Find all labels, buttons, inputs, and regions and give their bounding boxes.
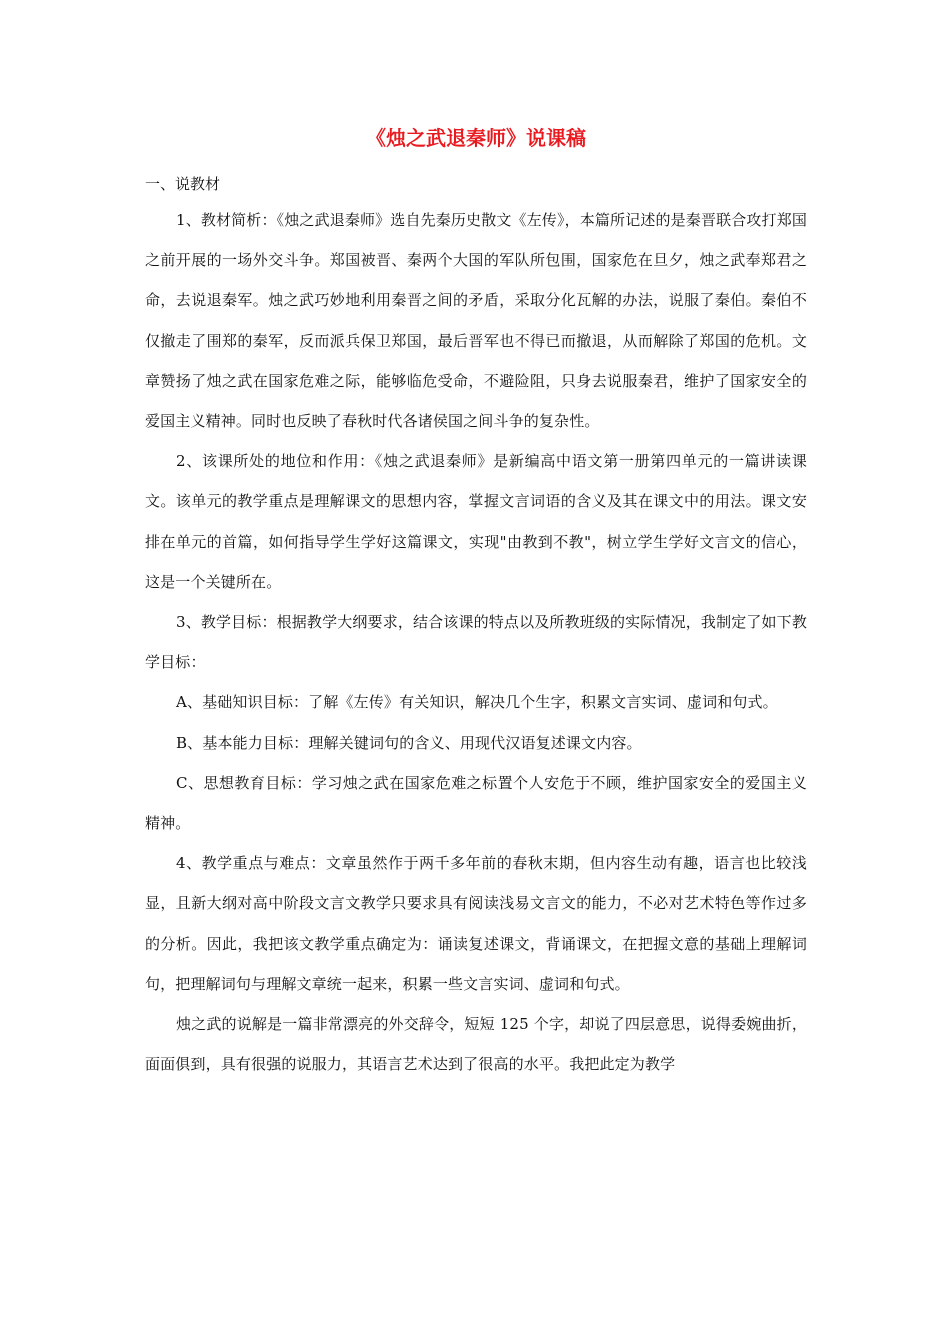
paragraph-rhetoric: 烛之武的说解是一篇非常漂亮的外交辞令，短短 125 个字，却说了四层意思，说得委婉曲折，面面俱到，具有很强的说服力，其语言艺术达到了很高的水平。我把此定为教学: [145, 1015, 807, 1074]
document-title: 《烛之武退秦师》说课稿: [366, 126, 586, 150]
paragraph-textbook-analysis: 1、教材简析：《烛之武退秦师》选自先秦历史散文《左传》，本篇所记述的是秦晋联合攻打郑国之前开展的一场外交斗争。郑国被晋、秦两个大国的军队所包围，国家危在旦夕，烛之武奉郑君之命，去说退秦军。烛之武巧妙地利用秦晋之间的矛盾，采取分化瓦解的办法，说服了秦伯。秦伯不仅撤走了围郑的秦军，反而派兵保卫郑国，最后晋军也不得已而撤退，从而解除了郑国的危机。文章赞扬了烛之武在国家危难之际，能够临危受命，不避险阻，只身去说服秦君，维护了国家安全的爱国主义精神。同时也反映了春秋时代各诸侯国之间斗争的复杂性。: [145, 211, 807, 431]
paragraph-objective-c: C、思想教育目标：学习烛之武在国家危难之标置个人安危于不顾，维护国家安全的爱国主义精神。: [145, 773, 807, 833]
paragraph-objective-a: A、基础知识目标：了解《左传》有关知识，解决几个生字，积累文言实词、虚词和句式。: [176, 693, 778, 712]
section-heading: 一、说教材: [145, 175, 221, 193]
paragraph-objective-b: B、基本能力目标：理解关键词句的含义、用现代汉语复述课文内容。: [176, 733, 642, 752]
document-page: [145, 118, 807, 1084]
paragraph-position-and-role: 2、该课所处的地位和作用：《烛之武退秦师》是新编高中语文第一册第四单元的一篇讲读课文。该单元的教学重点是理解课文的思想内容，掌握文言词语的含义及其在课文中的用法。课文安排在单元的首篇，如何指导学生学好这篇课文，实现"由教到不教"，树立学生学好文言文的信心，这是一个关键所在。: [145, 452, 807, 591]
paragraph-teaching-objectives: 3、教学目标：根据教学大纲要求，结合该课的特点以及所教班级的实际情况，我制定了如下教学目标：: [145, 613, 807, 672]
paragraph-key-points: 4、教学重点与难点：文章虽然作于两千多年前的春秋末期，但内容生动有趣，语言也比较浅显，且新大纲对高中阶段文言文教学只要求具有阅读浅易文言文的能力，不必对艺术特色等作过多的分析。因此，我把该文教学重点确定为：诵读复述课文，背诵课文，在把握文意的基础上理解词句，把理解词句与理解文章统一起来，积累一些文言实词、虚词和句式。: [145, 854, 807, 993]
